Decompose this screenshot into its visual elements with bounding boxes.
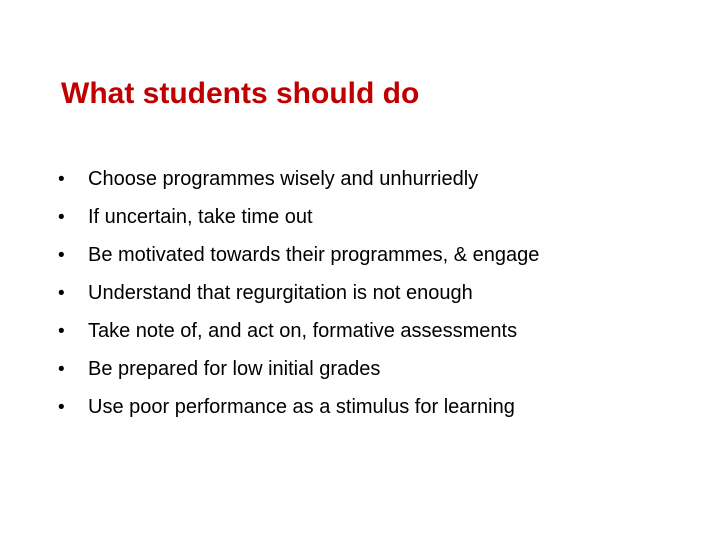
bullet-icon: •: [58, 358, 65, 380]
bullet-icon: •: [58, 206, 65, 228]
bullet-item: [58, 236, 539, 274]
bullet-icon: •: [58, 396, 65, 418]
bullet-text: Use poor performance as a stimulus for learning: [88, 396, 515, 418]
bullet-item: [58, 350, 539, 388]
bullet-icon: •: [58, 168, 65, 190]
bullet-icon: •: [58, 244, 65, 266]
bullet-item: [58, 312, 539, 350]
bullet-item: [58, 274, 539, 312]
bullet-item: [58, 198, 539, 236]
bullet-text: Understand that regurgitation is not enough: [88, 282, 473, 304]
bullet-item: [58, 160, 539, 198]
bullet-item: [58, 388, 539, 426]
bullet-text: Be motivated towards their programmes, & engage: [88, 244, 540, 266]
bullet-text: Choose programmes wisely and unhurriedly: [88, 168, 479, 190]
bullet-icon: •: [58, 282, 65, 304]
slide-title: What students should do: [61, 77, 420, 110]
bullet-icon: •: [58, 320, 65, 342]
bullet-text: Be prepared for low initial grades: [88, 358, 381, 380]
bullet-text: If uncertain, take time out: [88, 206, 313, 228]
bullet-list: [58, 160, 539, 426]
bullet-text: Take note of, and act on, formative assessments: [88, 320, 518, 342]
